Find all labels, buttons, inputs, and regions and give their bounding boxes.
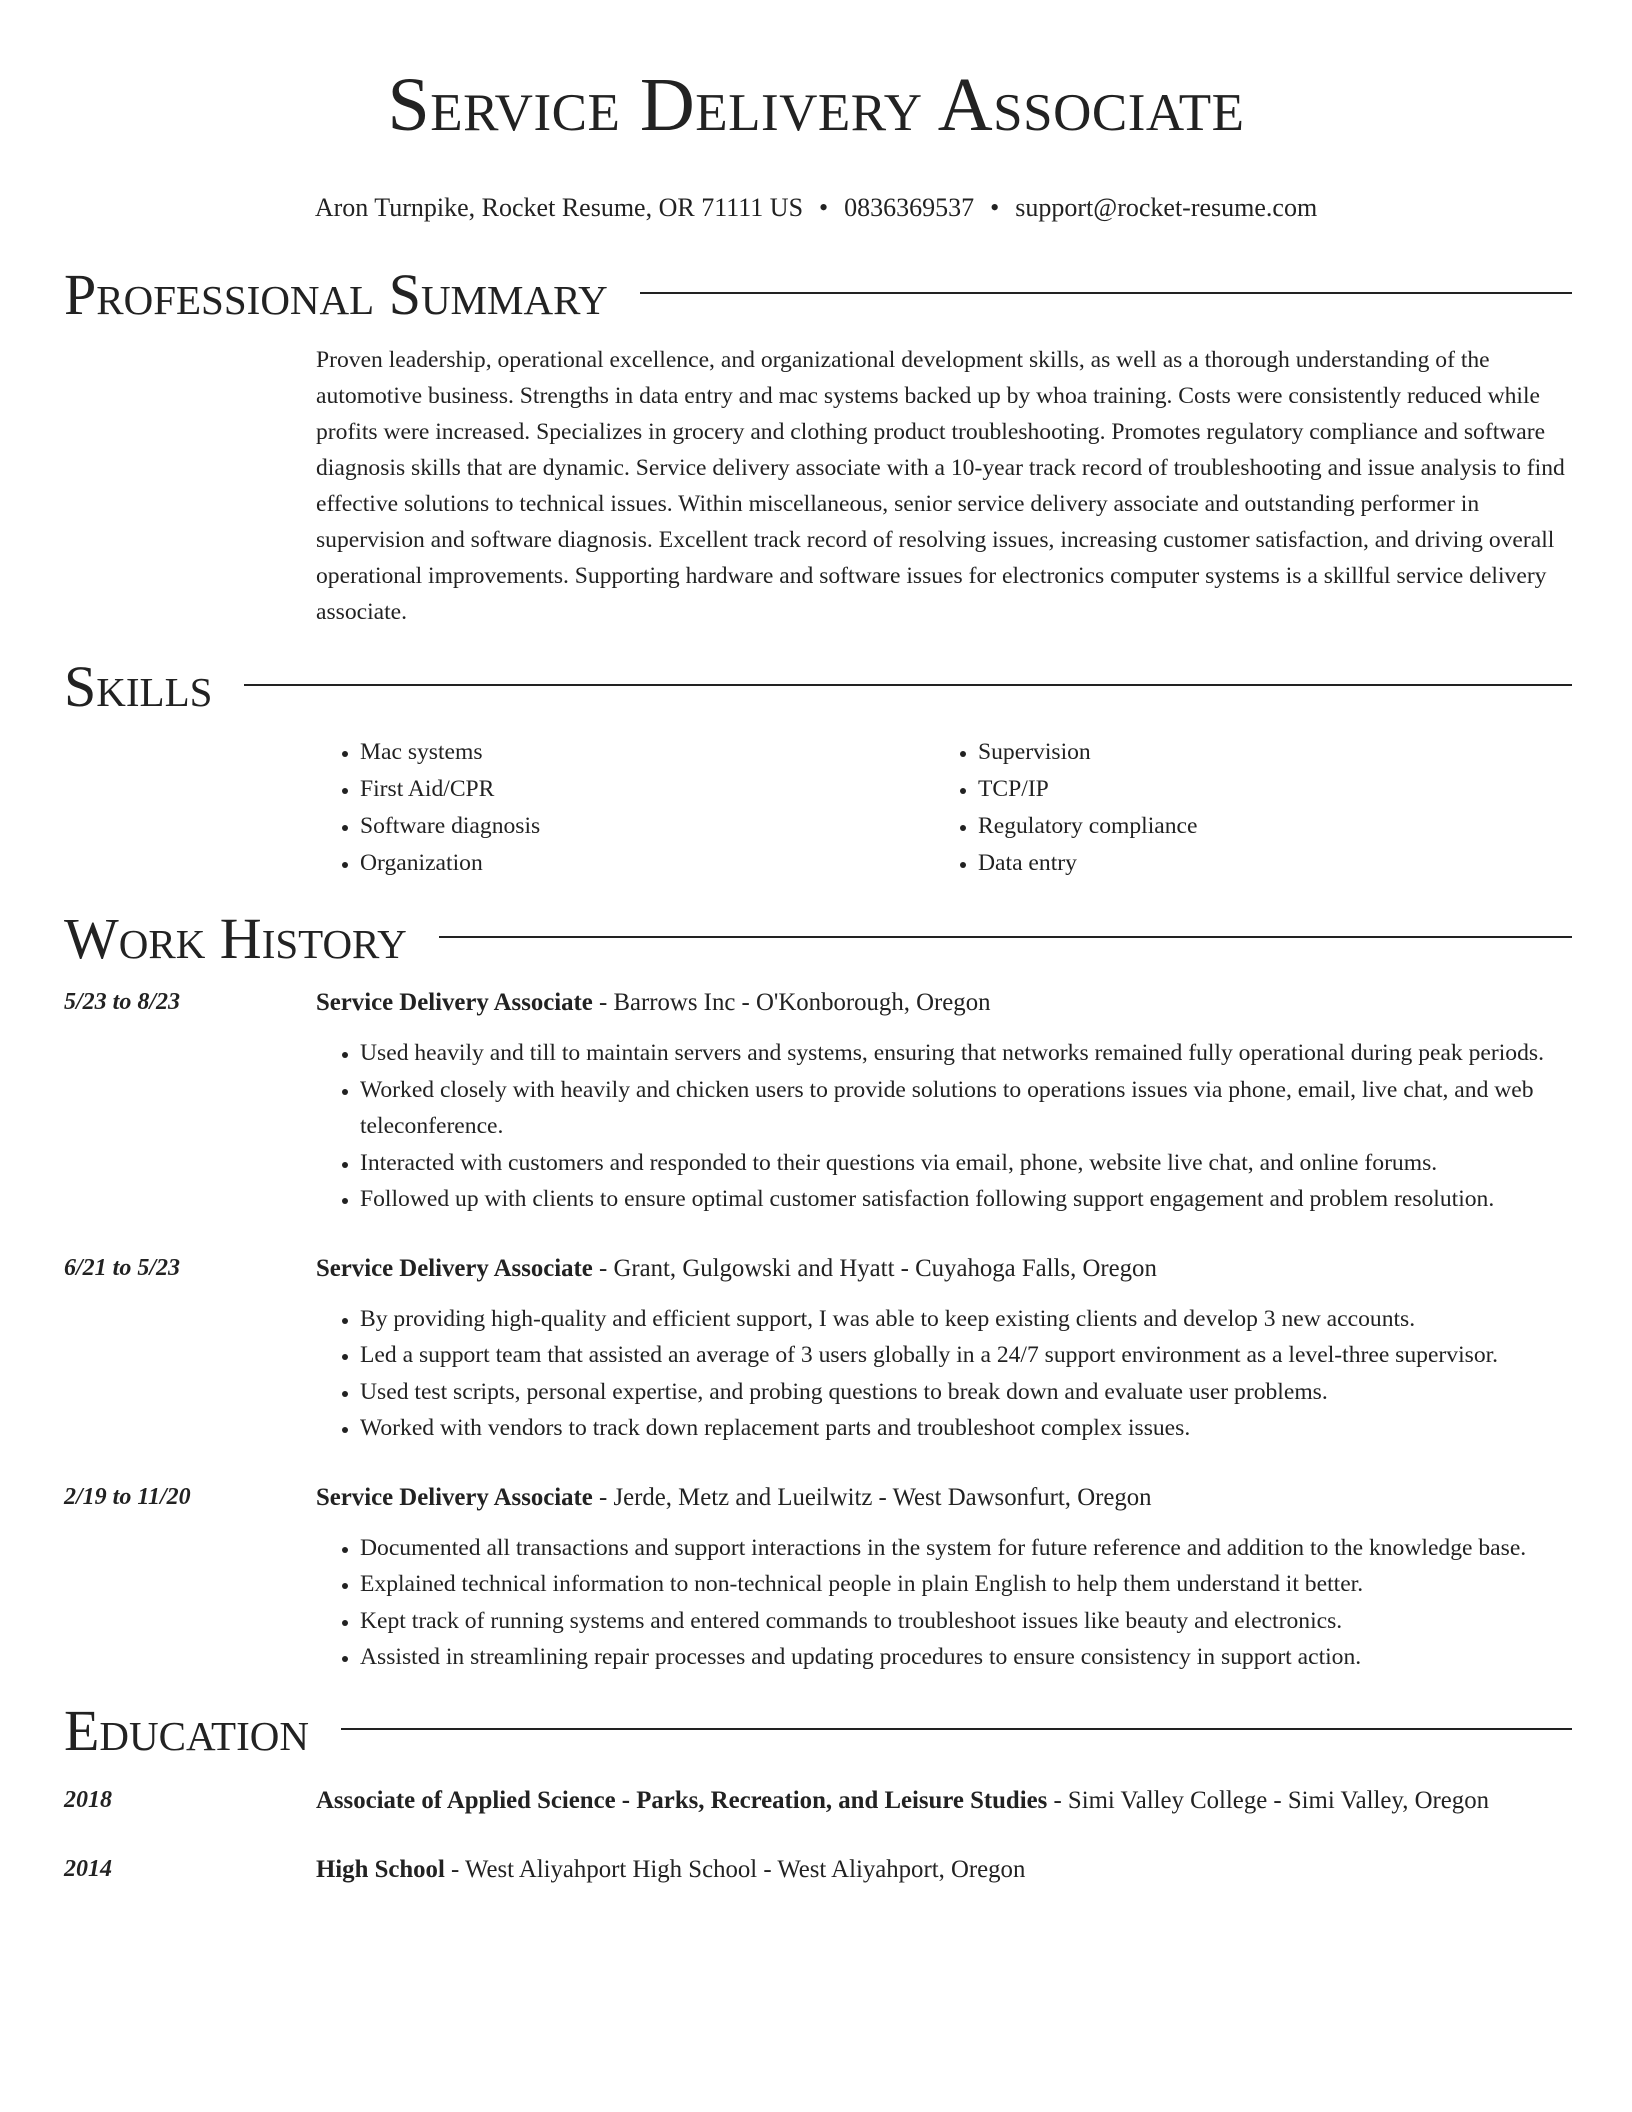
job-bullet: • Used heavily and till to maintain servers and systems, ensuring that networks remained fully operational during peak periods. [360,1035,1572,1072]
contact-address: Aron Turnpike, Rocket Resume, OR 71111 US [314,193,804,222]
skills-list [316,734,1572,882]
education-entry [64,1851,1572,1888]
summary-section-header [64,262,1572,328]
job-bullet: • Explained technical information to non-technical people in plain English to help them understand it better. [360,1566,1572,1603]
skill-item: • Supervision [978,734,1552,771]
skill-item: • Regulatory compliance [978,808,1552,845]
education-content [316,1851,1572,1888]
job-title: Service Delivery Associate [316,1483,593,1511]
skill-item: • Mac systems [360,734,934,771]
skill-item: • Software diagnosis [360,808,934,845]
job-bullet: • Followed up with clients to ensure optimal customer satisfaction following support engagement and problem resolution. [360,1181,1572,1218]
work-heading: Work History [64,906,407,971]
job-bullet: • Worked closely with heavily and chicken users to provide solutions to operations issues via phone, email, live chat, and web teleconference. [360,1072,1572,1145]
section-divider [244,684,1572,686]
skills-column-right [934,734,1552,882]
job-bullet: • Used test scripts, personal expertise, and probing questions to break down and evaluate user problems. [360,1374,1572,1411]
job-title: Service Delivery Associate [316,989,593,1016]
work-section-header [64,906,1572,972]
job-bullets [316,1035,1572,1218]
skill-item: • Data entry [978,845,1552,882]
job-content [316,1479,1572,1676]
contact-separator: • [819,193,829,222]
skill-item: • TCP/IP [978,771,1552,808]
job-bullet: • By providing high-quality and efficient support, I was able to keep existing clients and develop 3 new accounts. [360,1301,1572,1338]
job-title: Service Delivery Associate [316,1254,593,1282]
job-title-line [316,1479,1572,1516]
job-bullet: • Interacted with customers and responded to their questions via email, phone, website live chat, and online forums. [360,1145,1572,1182]
education-school: - West Aliyahport High School - West Aliyahport, Oregon [444,1855,1026,1883]
job-bullets [316,1301,1572,1447]
job-entry [64,984,1572,1218]
resume-title: Service Delivery Associate [387,63,1245,147]
job-entry [64,1479,1572,1676]
job-dates: 2/19 to 11/20 [64,1483,191,1510]
skills-column-left [316,734,934,882]
job-bullet: • Assisted in streamlining repair processes and updating procedures to ensure consistency in support action. [360,1639,1572,1676]
section-divider [439,936,1572,938]
job-dates: 5/23 to 8/23 [64,989,181,1015]
job-dates: 6/21 to 5/23 [64,1254,181,1281]
education-school: - Simi Valley College - Simi Valley, Oregon [1047,1786,1489,1814]
skills-heading: Skills [64,654,213,719]
job-employer: - Jerde, Metz and Lueilwitz - West Dawsonfurt, Oregon [592,1483,1152,1511]
education-year: 2014 [64,1855,112,1882]
summary-heading: Professional Summary [64,262,608,327]
contact-line [0,192,1632,224]
education-degree: High School [316,1855,445,1883]
education-heading: Education [64,1697,309,1763]
job-bullet: • Led a support team that assisted an average of 3 users globally in a 24/7 support environment as a level-three supervisor. [360,1337,1572,1374]
job-bullet: • Worked with vendors to track down replacement parts and troubleshoot complex issues. [360,1410,1572,1447]
job-entry [64,1250,1572,1447]
job-employer: - Grant, Gulgowski and Hyatt - Cuyahoga Falls, Oregon [592,1254,1157,1282]
education-section-header [64,1698,1572,1764]
education-content [316,1782,1572,1819]
contact-email: support@rocket-resume.com [1015,193,1318,222]
job-bullets [316,1530,1572,1676]
job-bullet: • Kept track of running systems and entered commands to troubleshoot issues like beauty and electronics. [360,1603,1572,1640]
summary-text: Proven leadership, operational excellence, and organizational development skills, as well as a thorough understanding of the automotive business. Strengths in data entry and mac systems backed up by whoa training. Costs were consistently reduced while profits were increased. Specializes in grocery and clothing product troubleshooting. Promotes regulatory compliance and software diagnosis skills that are dynamic. Service delivery associate with a 10-year track record of troubleshooting and issue analysis to find effective solutions to technical issues. Within miscellaneous, senior service delivery associate and outstanding performer in supervision and software diagnosis. Excellent track record of resolving issues, increasing customer satisfaction, and driving overall operational improvements. Supporting hardware and software issues for electronics computer systems is a skillful service delivery associate. [316,347,1565,625]
contact-phone: 0836369537 [844,193,975,222]
job-content [316,1250,1572,1447]
education-degree: Associate of Applied Science - Parks, Recreation, and Leisure Studies [316,1786,1048,1814]
job-title-line [316,1250,1572,1287]
job-bullet: • Documented all transactions and support interactions in the system for future reference and addition to the knowledge base. [360,1530,1572,1567]
job-content [316,984,1572,1218]
contact-separator: • [990,193,1000,222]
section-divider [341,1728,1572,1730]
skills-section-header [64,654,1572,720]
section-divider [640,292,1572,294]
job-title-line [316,984,1572,1021]
skill-item: • Organization [360,845,934,882]
education-entry [64,1782,1572,1819]
education-year: 2018 [64,1786,112,1813]
skill-item: • First Aid/CPR [360,771,934,808]
job-employer: - Barrows Inc - O'Konborough, Oregon [592,989,991,1016]
